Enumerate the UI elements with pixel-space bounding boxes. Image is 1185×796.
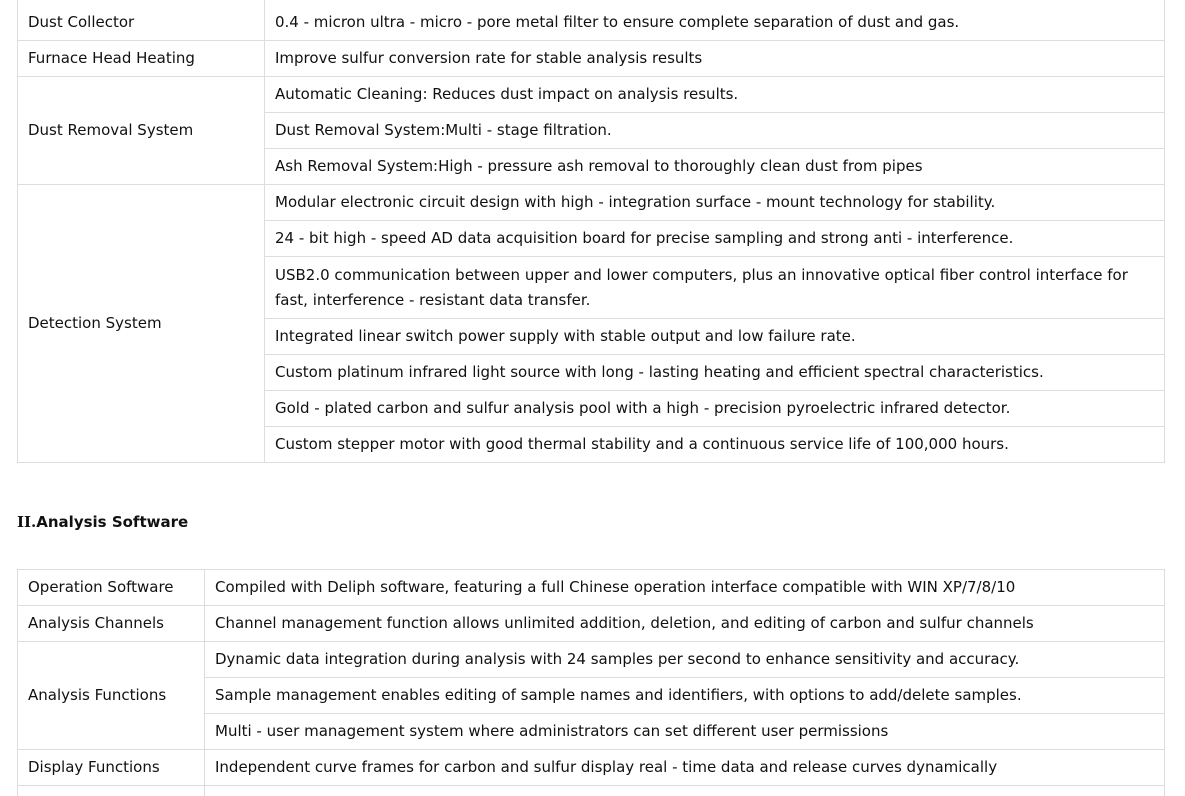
row-description: Modular electronic circuit design with high - integration surface - mount technology for stability. [265,185,1165,221]
table-row [18,570,1165,606]
row-description: Ash Removal System:High - pressure ash removal to thoroughly clean dust from pipes [265,149,1165,185]
row-label: Display Functions [18,750,205,786]
row-description: Improve sulfur conversion rate for stable analysis results [265,41,1165,77]
row-label: Dust Removal System [18,77,265,185]
table-row [18,77,1165,113]
row-label [18,786,205,796]
section-number: II. [17,513,37,531]
row-description: 24 - bit high - speed AD data acquisition board for precise sampling and strong anti - interference. [265,221,1165,257]
software-spec-table [17,569,1165,796]
row-description: 0.4 - micron ultra - micro - pore metal filter to ensure complete separation of dust and gas. [265,0,1165,41]
table-row [18,41,1165,77]
row-label: Analysis Channels [18,606,205,642]
table-row [18,786,1165,796]
row-description: Automatic Cleaning: Reduces dust impact on analysis results. [265,77,1165,113]
row-description: Multi - user management system where administrators can set different user permissions [205,714,1165,750]
row-label: Detection System [18,185,265,463]
table-row [18,0,1165,41]
row-description: Independent curve frames for carbon and sulfur display real - time data and release curves dynamically [205,750,1165,786]
row-description: Integrated linear switch power supply with stable output and low failure rate. [265,319,1165,355]
row-description: Custom stepper motor with good thermal stability and a continuous service life of 100,000 hours. [265,427,1165,463]
row-description: USB2.0 communication between upper and lower computers, plus an innovative optical fiber control interface for fast, interference - resistant data transfer. [265,257,1165,319]
row-label: Analysis Functions [18,642,205,750]
section-heading [17,511,188,533]
row-description: Channel management function allows unlimited addition, deletion, and editing of carbon and sulfur channels [205,606,1165,642]
row-description: Gold - plated carbon and sulfur analysis pool with a high - precision pyroelectric infrared detector. [265,391,1165,427]
hardware-spec-table [17,0,1165,463]
table-row [18,606,1165,642]
table-row [18,185,1165,221]
table-row [18,750,1165,786]
row-description: Sample management enables editing of sample names and identifiers, with options to add/delete samples. [205,678,1165,714]
row-label: Dust Collector [18,0,265,41]
row-description: Dust Removal System:Multi - stage filtration. [265,113,1165,149]
row-description: Dynamic data integration during analysis with 24 samples per second to enhance sensitivity and accuracy. [205,642,1165,678]
row-label: Furnace Head Heating [18,41,265,77]
row-description: Custom platinum infrared light source with long - lasting heating and efficient spectral characteristics. [265,355,1165,391]
section-title: Analysis Software [36,513,189,531]
row-description [205,786,1165,796]
row-label: Operation Software [18,570,205,606]
row-description: Compiled with Deliph software, featuring a full Chinese operation interface compatible with WIN XP/7/8/10 [205,570,1165,606]
table-row [18,642,1165,678]
